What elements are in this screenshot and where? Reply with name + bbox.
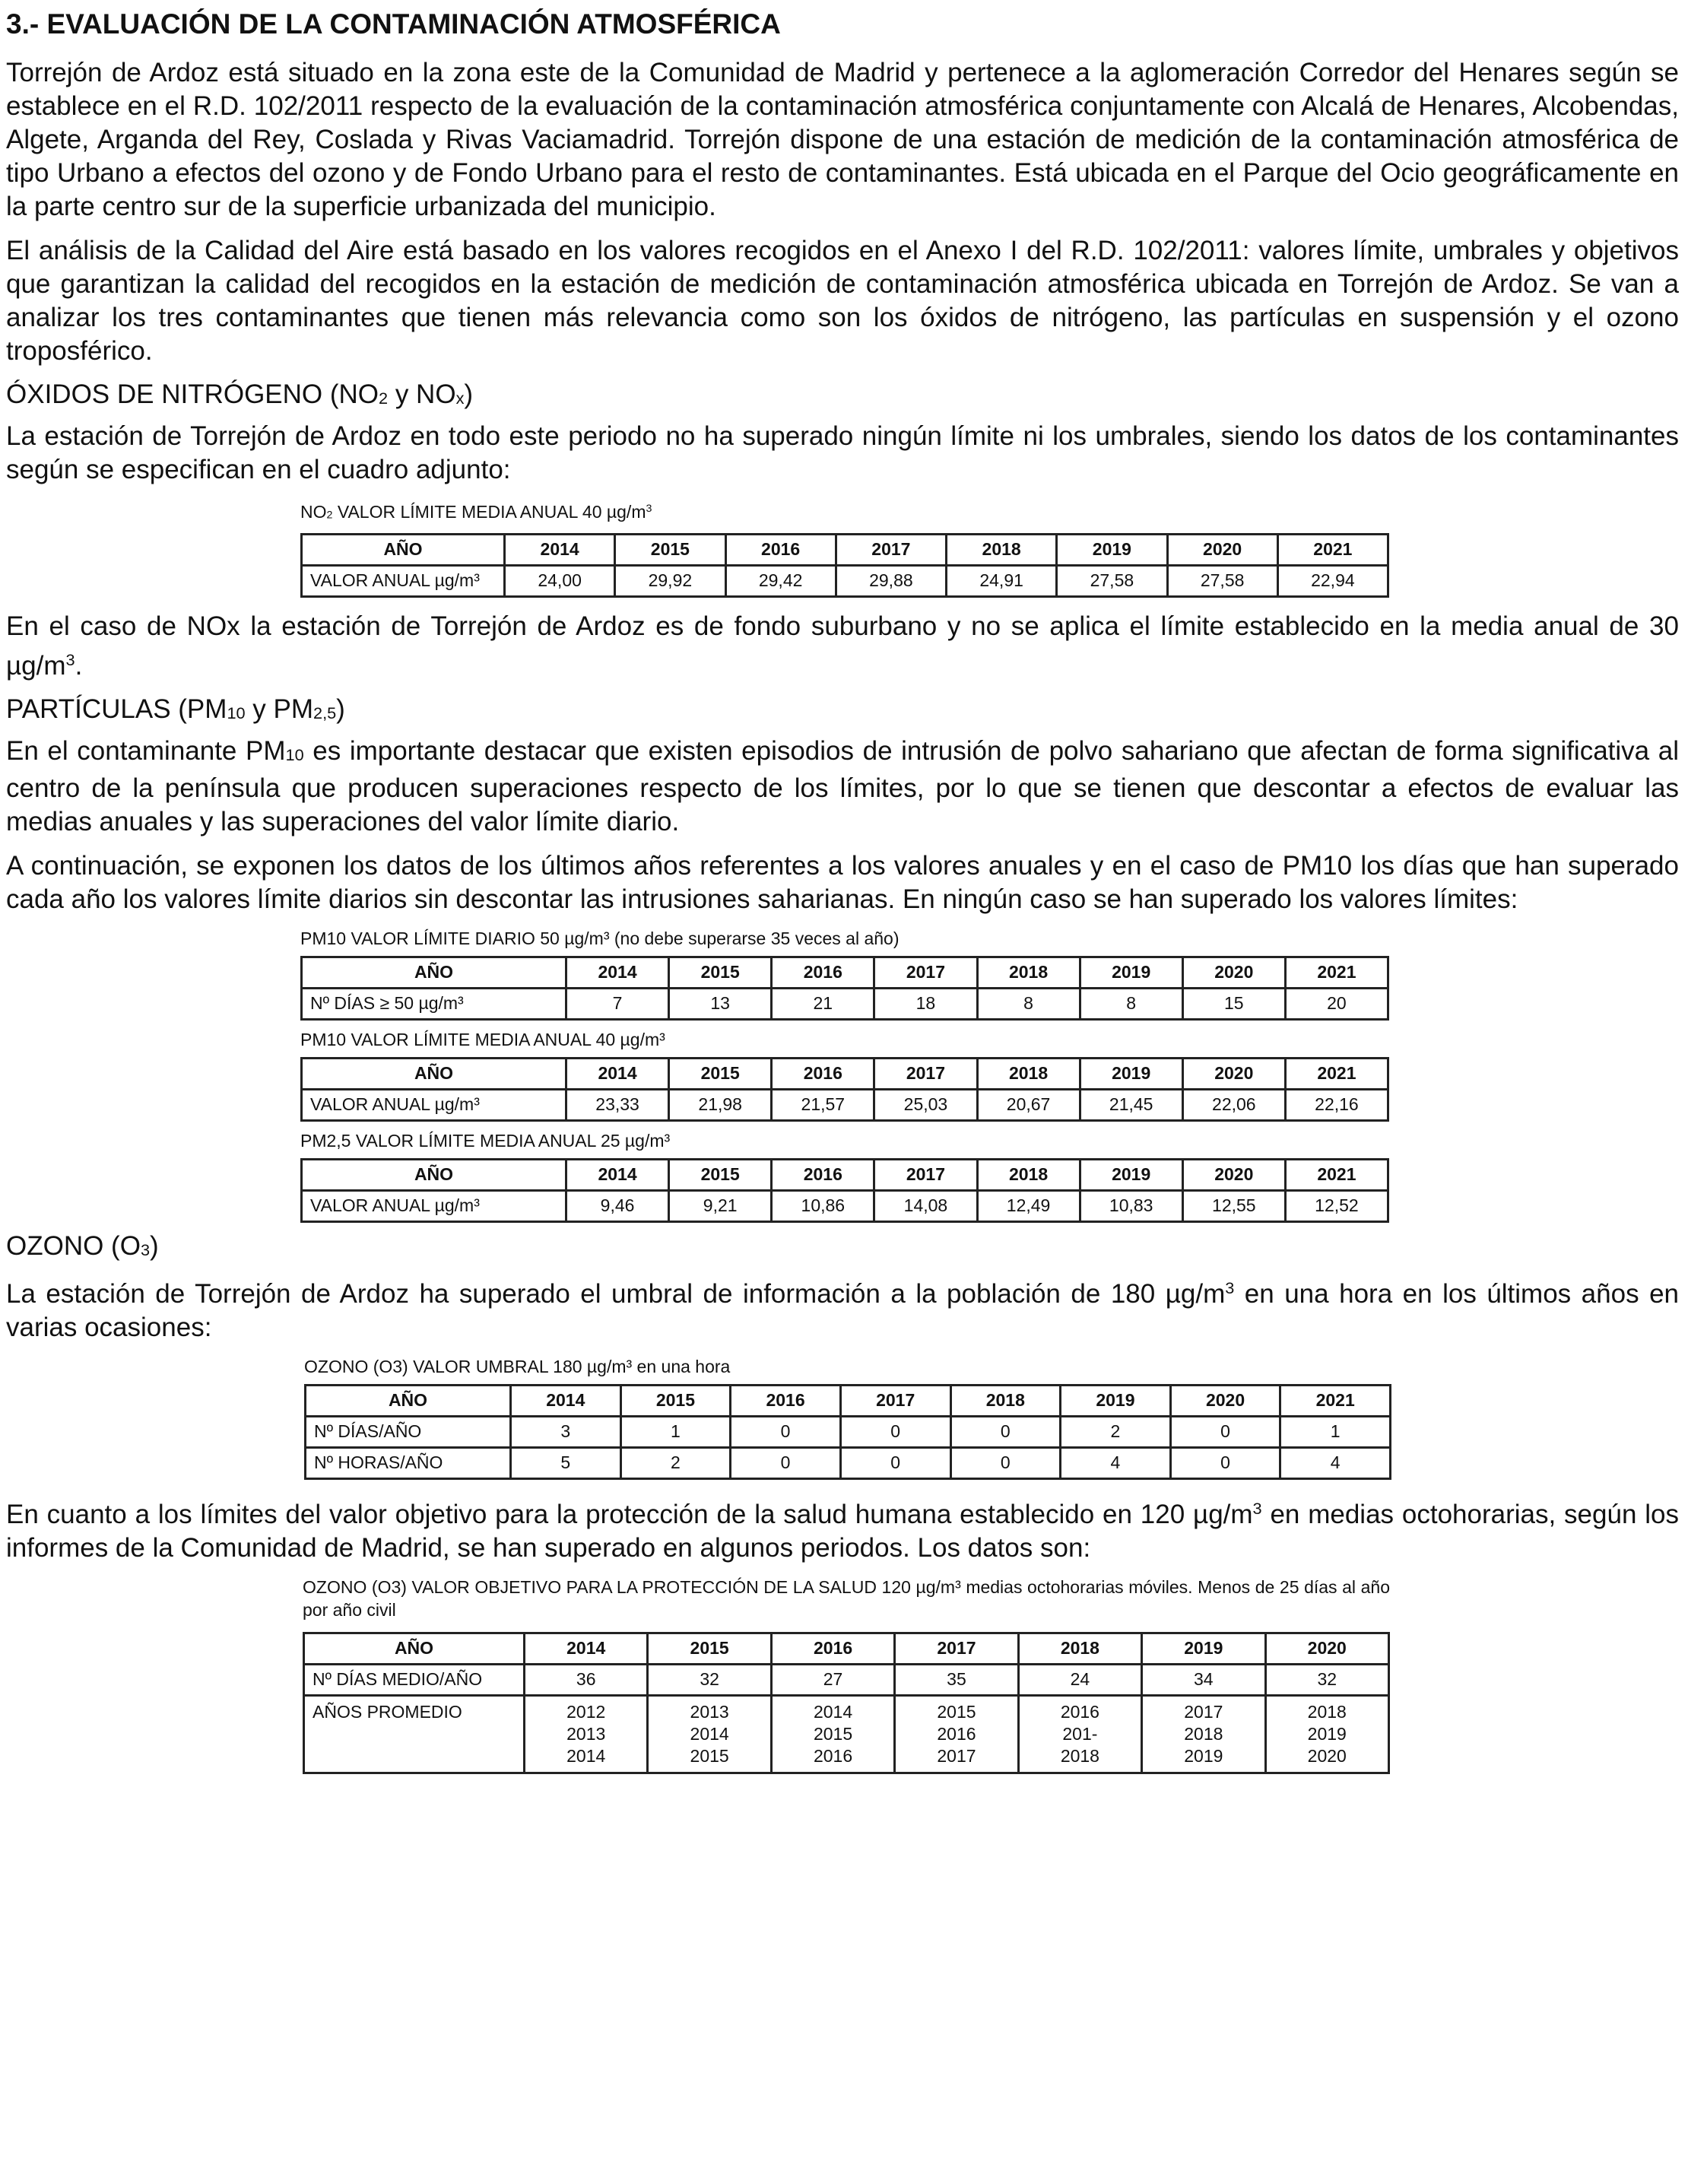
table-cell: 8	[1080, 988, 1182, 1019]
table-cell: 4	[1061, 1447, 1171, 1478]
table-cell: 9,21	[669, 1190, 772, 1221]
header-cell: 2019	[1061, 1385, 1171, 1416]
ozone-threshold-table-block	[304, 1355, 1391, 1480]
table-cell	[1265, 1695, 1388, 1773]
subscript: 2,5	[313, 703, 337, 722]
header-cell: 2014	[525, 1633, 648, 1664]
header-cell: AÑO	[302, 534, 505, 565]
year-line: 2019	[1184, 1745, 1223, 1766]
row-label: VALOR ANUAL µg/m³	[302, 565, 505, 596]
header-cell: 2021	[1285, 1058, 1388, 1089]
year-line: 2014	[566, 1745, 606, 1766]
header-cell: 2020	[1182, 1159, 1285, 1190]
header-cell: 2020	[1182, 1058, 1285, 1089]
no2-table-caption	[300, 497, 1389, 527]
table-row	[304, 1695, 1389, 1773]
table-cell: 1	[1280, 1416, 1391, 1447]
intro-paragraph: Torrejón de Ardoz está situado en la zona este de la Comunidad de Madrid y pertenece a la aglomeración Corredor del Henares según se establece en el R.D. 102/2011 respecto de la evaluación de la contaminación atmosférica conjuntamente con Alcalá de Henares, Alcobendas, Algete, Arganda del Rey, Coslada y Rivas Vaciamadrid. Torrejón dispone de una estación de medición de la contaminación atmosférica de tipo Urbano a efectos del ozono y de Fondo Urbano para el resto de contaminantes. Está ubicada en el Parque del Ocio geográficamente en la parte centro sur de la superficie urbanizada del municipio.	[6, 58, 1679, 222]
table-cell: 5	[511, 1447, 621, 1478]
ozone-threshold-table	[304, 1384, 1391, 1480]
header-cell: 2017	[874, 1058, 977, 1089]
header-cell: 2018	[977, 1058, 1080, 1089]
table-cell: 29,92	[615, 565, 725, 596]
heading-text: )	[336, 694, 345, 724]
header-cell: 2019	[1080, 1058, 1182, 1089]
paragraph-text: en medias octohorarias, según los informes de la Comunidad de Madrid, se han superado en algunos periodos. Los datos son:	[6, 1499, 1679, 1563]
pm10-paragraph	[6, 735, 1679, 839]
pm10-annual-table-block	[300, 1028, 1389, 1122]
table-cell: 2	[1061, 1416, 1171, 1447]
table-cell: 12,49	[977, 1190, 1080, 1221]
table-row	[306, 1447, 1391, 1478]
ozone-objective-caption: OZONO (O3) VALOR OBJETIVO PARA LA PROTECCIÓN DE LA SALUD 120 µg/m³ medias octohorarias móviles. Menos de 25 días al año por año civil	[303, 1576, 1390, 1620]
pm25-table-block	[300, 1129, 1389, 1223]
heading-nitrogen-oxides	[6, 379, 1679, 411]
table-cell	[895, 1695, 1018, 1773]
header-cell: AÑO	[302, 1159, 566, 1190]
table-cell: 15	[1182, 988, 1285, 1019]
table-header-row	[302, 1159, 1388, 1190]
table-cell: 24,00	[505, 565, 615, 596]
table-cell: 0	[731, 1416, 841, 1447]
table-cell: 21,98	[669, 1089, 772, 1120]
header-cell: 2017	[836, 534, 946, 565]
heading-text: ÓXIDOS DE NITRÓGENO (NO	[6, 379, 379, 410]
table-row	[306, 1416, 1391, 1447]
table-cell: 0	[950, 1416, 1061, 1447]
subscript: 10	[227, 703, 246, 722]
analysis-paragraph: El análisis de la Calidad del Aire está basado en los valores recogidos en el Anexo I del R.D. 102/2011: valores límite, umbrales y objetivos que garantizan la calidad del recogidos en la estación de medición de contaminación atmosférica ubicada en Torrejón de Ardoz. Se van a analizar los tres contaminantes que tienen más relevancia como son los óxidos de nitrógeno, las partículas en suspensión y el ozono troposférico.	[6, 236, 1679, 367]
pm10-annual-caption: PM10 VALOR LÍMITE MEDIA ANUAL 40 µg/m³	[300, 1029, 665, 1049]
table-row	[302, 988, 1388, 1019]
header-cell: 2017	[895, 1633, 1018, 1664]
superscript: 3	[1252, 1498, 1262, 1518]
table-cell: 12,55	[1182, 1190, 1285, 1221]
header-cell: 2014	[505, 534, 615, 565]
ozone-threshold-caption: OZONO (O3) VALOR UMBRAL 180 µg/m³ en una hora	[304, 1356, 731, 1376]
no2-table-block	[300, 497, 1389, 598]
paragraph-text: en una hora en los últimos años en varias ocasiones:	[6, 1278, 1679, 1342]
table-cell: 0	[731, 1447, 841, 1478]
heading-text: )	[150, 1230, 159, 1261]
table-cell: 12,52	[1285, 1190, 1388, 1221]
year-line: 2014	[813, 1701, 853, 1722]
table-cell: 1	[620, 1416, 731, 1447]
table-cell	[525, 1695, 648, 1773]
row-label: VALOR ANUAL µg/m³	[302, 1190, 566, 1221]
heading-text: y PM	[245, 694, 314, 724]
table-cell: 3	[511, 1416, 621, 1447]
header-cell: 2016	[731, 1385, 841, 1416]
heading-text: OZONO (O	[6, 1230, 141, 1261]
year-line: 201-	[1062, 1723, 1098, 1744]
table-row	[302, 1190, 1388, 1221]
table-cell: 10,86	[772, 1190, 874, 1221]
table-cell: 13	[669, 988, 772, 1019]
table-cell: 7	[566, 988, 669, 1019]
table-cell: 0	[950, 1447, 1061, 1478]
header-cell: 2018	[1018, 1633, 1141, 1664]
ozone-objective-table-block	[303, 1576, 1390, 1774]
header-cell: 2014	[566, 1058, 669, 1089]
table-row	[302, 565, 1388, 596]
table-header-row	[302, 1058, 1388, 1089]
heading-text: PARTÍCULAS (PM	[6, 694, 227, 724]
no2-table	[300, 533, 1389, 598]
header-cell: 2021	[1285, 957, 1388, 988]
table-cell: 0	[840, 1416, 950, 1447]
year-line: 2019	[1307, 1723, 1347, 1744]
header-cell: 2019	[1142, 1633, 1265, 1664]
header-cell: 2020	[1265, 1633, 1388, 1664]
pm10-daily-table	[300, 956, 1389, 1021]
row-label: Nº DÍAS ≥ 50 µg/m³	[302, 988, 566, 1019]
subscript: 2	[326, 509, 333, 522]
year-line: 2016	[813, 1745, 853, 1766]
table-cell	[771, 1695, 894, 1773]
year-line: 2020	[1307, 1745, 1347, 1766]
table-cell	[1142, 1695, 1265, 1773]
table-cell: 24,91	[947, 565, 1057, 596]
header-cell: 2018	[950, 1385, 1061, 1416]
subscript: 2	[379, 389, 389, 408]
row-label: Nº DÍAS MEDIO/AÑO	[304, 1664, 525, 1695]
heading-text: y NO	[388, 379, 456, 410]
header-cell: 2020	[1182, 957, 1285, 988]
table-cell: 14,08	[874, 1190, 977, 1221]
document-page	[6, 8, 1679, 1786]
pm25-table	[300, 1158, 1389, 1223]
superscript: 3	[1225, 1278, 1235, 1297]
superscript: 3	[646, 503, 652, 516]
table-row	[302, 1089, 1388, 1120]
table-cell: 20	[1285, 988, 1388, 1019]
pm10-daily-caption: PM10 VALOR LÍMITE DIARIO 50 µg/m³ (no debe superarse 35 veces al año)	[300, 928, 900, 948]
pm10-daily-table-block	[300, 927, 1389, 1021]
year-line: 2014	[690, 1723, 729, 1744]
year-line: 2015	[937, 1701, 976, 1722]
paragraph-text: En cuanto a los límites del valor objetivo para la protección de la salud humana establecido en 120 µg/m	[6, 1499, 1253, 1529]
header-cell: 2019	[1080, 1159, 1182, 1190]
section-title: 3.- EVALUACIÓN DE LA CONTAMINACIÓN ATMOSFÉRICA	[6, 8, 781, 40]
header-cell: 2015	[620, 1385, 731, 1416]
header-cell: 2020	[1170, 1385, 1280, 1416]
header-cell: AÑO	[306, 1385, 511, 1416]
header-cell: 2018	[947, 534, 1057, 565]
table-row	[304, 1664, 1389, 1695]
table-cell: 8	[977, 988, 1080, 1019]
header-cell: 2016	[772, 1058, 874, 1089]
row-label: AÑOS PROMEDIO	[304, 1695, 525, 1773]
table-cell: 22,06	[1182, 1089, 1285, 1120]
superscript: 3	[65, 649, 75, 669]
header-cell: 2020	[1167, 534, 1277, 565]
year-line: 2013	[566, 1723, 606, 1744]
year-line: 2017	[1184, 1701, 1223, 1722]
header-cell: 2015	[669, 1058, 772, 1089]
paragraph-text: En el caso de NOx la estación de Torrejón de Ardoz es de fondo suburbano y no se aplica el límite establecido en la media anual de 30 µg/m	[6, 611, 1679, 681]
table-cell: 32	[1265, 1664, 1388, 1695]
header-cell: 2014	[511, 1385, 621, 1416]
table-cell: 36	[525, 1664, 648, 1695]
table-cell: 32	[648, 1664, 771, 1695]
ozone-objective-paragraph	[6, 1492, 1679, 1565]
row-label: VALOR ANUAL µg/m³	[302, 1089, 566, 1120]
table-cell: 23,33	[566, 1089, 669, 1120]
row-label: Nº HORAS/AÑO	[306, 1447, 511, 1478]
subscript: 3	[140, 1240, 150, 1259]
table-cell: 27,58	[1167, 565, 1277, 596]
header-cell: 2014	[566, 1159, 669, 1190]
header-cell: 2015	[669, 1159, 772, 1190]
nox-limit-paragraph	[6, 610, 1679, 683]
header-cell: 2015	[615, 534, 725, 565]
table-cell: 0	[1170, 1447, 1280, 1478]
table-cell: 0	[840, 1447, 950, 1478]
caption-text: VALOR LÍMITE MEDIA ANUAL 40 µg/m	[332, 502, 646, 522]
paragraph-text: .	[75, 650, 83, 681]
header-cell: 2016	[725, 534, 836, 565]
table-header-row	[306, 1385, 1391, 1416]
table-cell: 21,57	[772, 1089, 874, 1120]
heading-text: )	[464, 379, 474, 410]
heading-particles	[6, 694, 1679, 725]
nox-paragraph: La estación de Torrejón de Ardoz en todo este periodo no ha superado ningún límite ni los umbrales, siendo los datos de los contaminantes según se especifican en el cuadro adjunto:	[6, 421, 1679, 485]
table-cell: 2	[620, 1447, 731, 1478]
header-cell: 2021	[1285, 1159, 1388, 1190]
table-cell: 22,16	[1285, 1089, 1388, 1120]
header-cell: 2017	[874, 957, 977, 988]
header-cell: 2021	[1280, 1385, 1391, 1416]
year-line: 2018	[1184, 1723, 1223, 1744]
table-cell: 22,94	[1277, 565, 1388, 596]
table-cell: 35	[895, 1664, 1018, 1695]
heading-ozone	[6, 1230, 1679, 1262]
year-line: 2016	[1060, 1701, 1099, 1722]
year-line: 2018	[1060, 1745, 1099, 1766]
pm-data-paragraph: A continuación, se exponen los datos de los últimos años referentes a los valores anuales y en el caso de PM10 los días que han superado cada año los valores límite diarios sin descontar las intrusiones saharianas. En ningún caso se han superado los valores límites:	[6, 850, 1679, 914]
header-cell: 2018	[977, 1159, 1080, 1190]
paragraph-text: es importante destacar que existen episodios de intrusión de polvo sahariano que afectan de forma significativa al centro de la península que producen superaciones respecto de los límites, por lo que se tienen que descontar a efectos de evaluar las medias anuales y las superaciones del valor límite diario.	[6, 735, 1679, 836]
year-line: 2012	[566, 1701, 606, 1722]
table-cell: 25,03	[874, 1089, 977, 1120]
table-header-row	[302, 957, 1388, 988]
header-cell: 2017	[840, 1385, 950, 1416]
header-cell: 2021	[1277, 534, 1388, 565]
header-cell: 2016	[772, 957, 874, 988]
table-cell: 10,83	[1080, 1190, 1182, 1221]
table-cell	[1018, 1695, 1141, 1773]
year-line: 2018	[1307, 1701, 1347, 1722]
table-cell: 27,58	[1057, 565, 1167, 596]
paragraph-text: En el contaminante PM	[6, 735, 286, 766]
year-line: 2017	[937, 1745, 976, 1766]
header-cell: 2014	[566, 957, 669, 988]
subscript: 10	[285, 744, 304, 764]
ozone-objective-table	[303, 1632, 1390, 1774]
table-cell: 9,46	[566, 1190, 669, 1221]
table-cell: 4	[1280, 1447, 1391, 1478]
header-cell: 2016	[771, 1633, 894, 1664]
table-cell: 29,42	[725, 565, 836, 596]
header-cell: 2019	[1080, 957, 1182, 988]
table-cell: 34	[1142, 1664, 1265, 1695]
header-cell: 2016	[772, 1159, 874, 1190]
table-cell: 18	[874, 988, 977, 1019]
header-cell: AÑO	[302, 957, 566, 988]
header-cell: AÑO	[302, 1058, 566, 1089]
year-line: 2015	[690, 1745, 729, 1766]
pm25-caption: PM2,5 VALOR LÍMITE MEDIA ANUAL 25 µg/m³	[300, 1130, 671, 1151]
table-cell: 29,88	[836, 565, 946, 596]
table-cell: 20,67	[977, 1089, 1080, 1120]
year-line: 2013	[690, 1701, 729, 1722]
header-cell: 2015	[669, 957, 772, 988]
row-label: Nº DÍAS/AÑO	[306, 1416, 511, 1447]
header-cell: 2019	[1057, 534, 1167, 565]
caption-text: NO	[300, 502, 327, 522]
table-cell: 27	[771, 1664, 894, 1695]
table-cell	[648, 1695, 771, 1773]
table-header-row	[302, 534, 1388, 565]
header-cell: 2015	[648, 1633, 771, 1664]
header-cell: 2017	[874, 1159, 977, 1190]
table-cell: 24	[1018, 1664, 1141, 1695]
table-cell: 21,45	[1080, 1089, 1182, 1120]
table-cell: 21	[772, 988, 874, 1019]
subscript: x	[455, 389, 465, 408]
header-cell: AÑO	[304, 1633, 525, 1664]
ozone-threshold-paragraph	[6, 1271, 1679, 1344]
pm10-annual-table	[300, 1057, 1389, 1122]
header-cell: 2018	[977, 957, 1080, 988]
table-header-row	[304, 1633, 1389, 1664]
year-line: 2016	[937, 1723, 976, 1744]
table-cell: 0	[1170, 1416, 1280, 1447]
paragraph-text: La estación de Torrejón de Ardoz ha superado el umbral de información a la población de 180 µg/m	[6, 1278, 1226, 1309]
year-line: 2015	[813, 1723, 853, 1744]
